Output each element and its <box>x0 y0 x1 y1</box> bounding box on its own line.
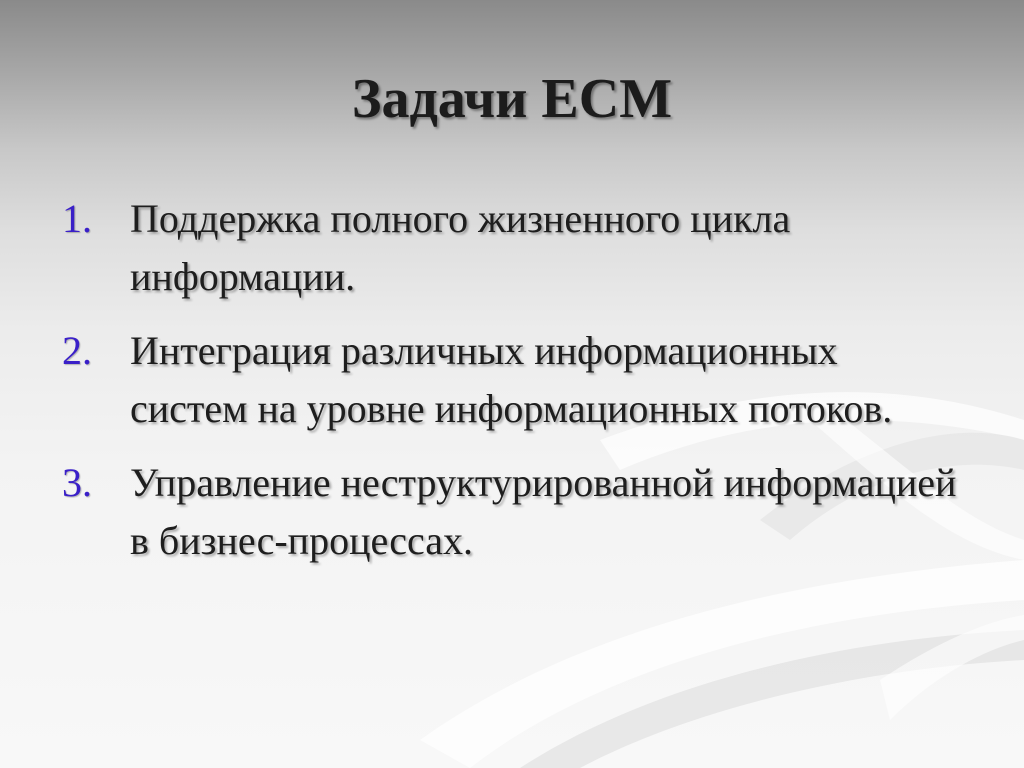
list-item <box>62 322 962 438</box>
list-item-number: 3. <box>62 460 92 505</box>
list-item-number: 2. <box>62 328 92 373</box>
list-item-text: Управление неструктурированной информацией в бизнес-процессах. <box>130 460 957 563</box>
list-item-text: Поддержка полного жизненного цикла информации. <box>130 196 791 299</box>
list-item <box>62 454 962 570</box>
list-item <box>62 190 962 306</box>
task-list <box>62 190 962 586</box>
list-item-number: 1. <box>62 196 92 241</box>
slide-title: Задачи ECM <box>351 68 673 130</box>
list-item-text: Интеграция различных информационных систем на уровне информационных потоков. <box>130 328 893 431</box>
